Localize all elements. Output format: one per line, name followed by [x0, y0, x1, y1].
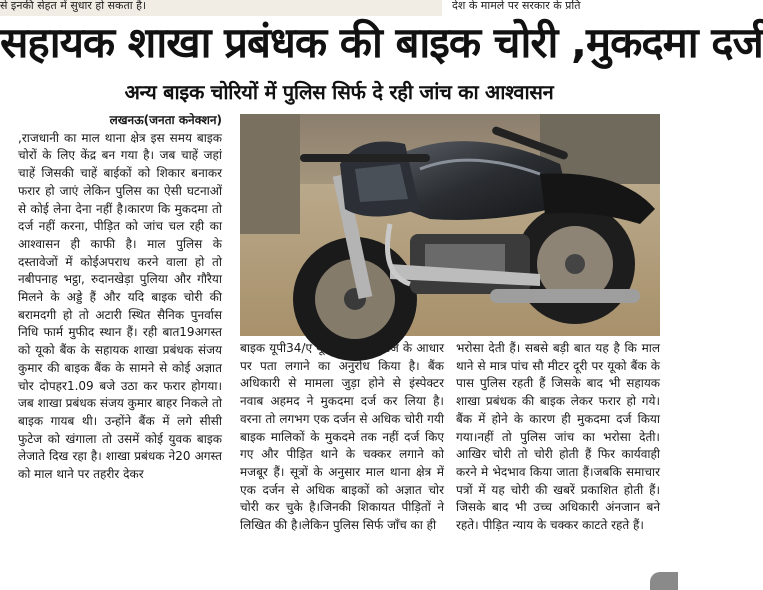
- article-column-3: [456, 340, 660, 590]
- article-subheadline: अन्य बाइक चोरियों में पुलिस सिर्फ दे रही जांच का आश्वासन: [124, 80, 554, 104]
- dateline: लखनऊ(जनता कनेक्शन): [109, 113, 222, 127]
- column-3-text: भरोसा देती हैं। सबसे बड़ी बात यह है कि माल थाने से मात्र पांच सौ मीटर दूरी पर यूको बैंक के पास पुलिस रहती हैं जिसके बाद भी सहायक शाखा प्रबंधक की बाइक लेकर फरार हो गये। बैंक में होने के कारण ही मुकदमा दर्ज किया गया।नहीं तो पुलिस जांच का भरोसा देती। आखिर चोरी तो चोरी होती हैं फिर कार्यवाही करने मे भेदभाव किया जाता हैं।जबकि समाचार पत्रों में यह चोरी की खबरें प्रकाशित होती हैं।जिसके बाद भी उच्च अधिकारी अंनजान बने रहते। पीड़ित न्याय के चक्कर काटते रहते हैं।: [456, 341, 660, 533]
- previous-article-fragment: से इनकी सेहत में सुधार हो सकता है।: [0, 0, 442, 16]
- column-2-text: बाइक यूपी34/ए यू 6439का फुटेज के आधार पर पता लगाने का अनुरोध किया है। बैंक अधिकारी से मामला जुड़ा होने से इंस्पेक्टर नवाब अहमद ने मुकदमा दर्ज कर लिया है। वरना तो लगभग एक दर्जन से अधिक चोरी गयी बाइक मालिकों के मुकदमे तक नहीं दर्ज किए गए और पीड़ित थाने के चक्कर लगाने को मजबूर हैं। सूत्रों के अनुसार माल थाना क्षेत्र में एक दर्जन से अधिक बाइकों को अज्ञात चोर चोरी कर चुके है।जिनकी शिकायत पीड़ितों ने लिखित की है।लेकिन पुलिस सिर्फ जाँच का ही: [240, 341, 444, 533]
- page-corner-tab: [650, 572, 678, 590]
- column-1-text: ,राजधानी का माल थाना क्षेत्र इस समय बाइक चोरों के लिए केंद्र बन गया है। जब चाहें जहां चाहें जिसकी चाहें बाईकों को शिकार बनाकर फरार हो जाएं लेकिन पुलिस का ऐसी घटनाओं से कोई लेना देना नहीं है।कारण कि मुकदमा तो दर्ज नहीं करना, पीड़ित को जांच चल रही का आश्वासन ही काफी है। माल पुलिस के दस्तावेजों में कोईअपराध करने वाला हो तो नबीपनाह भट्ठा, रुदानखेड़ा पुलिया और गौरैया मिलने के अड्डे हैं और यदि बाइक चोरी की बरामदगी हो तो अटारी स्थित सैनिक पुनर्वास निधि फार्म मुफीद स्थान हैं। रही बात19अगस्त को यूको बैंक के सहायक शाखा प्रबंधक संजय कुमार की बाइक बैंक के सामने से कोई अज्ञात चोर दोपहर1.09 बजे उठा कर फरार होगया।जब शाखा प्रबंधक संजय कुमार बाहर निकले तो बाइक गायब थी। उन्होंने बैंक में लगे सीसी फुटेज को खंगाला तो उसमें कोई युवक बाइक लेजाते दिख रहा है। शाखा प्रबंधक ने20 अगस्त को माल थाने पर तहरीर देकर: [18, 130, 222, 482]
- article-headline: सहायक शाखा प्रबंधक की बाइक चोरी ,मुकदमा दर्ज: [0, 18, 763, 67]
- motorcycle-photo: [240, 114, 660, 336]
- article-column-1: [18, 112, 222, 590]
- adjacent-article-fragment: देश के मामले पर सरकार के प्रति: [452, 0, 678, 14]
- article-column-2: [240, 340, 444, 590]
